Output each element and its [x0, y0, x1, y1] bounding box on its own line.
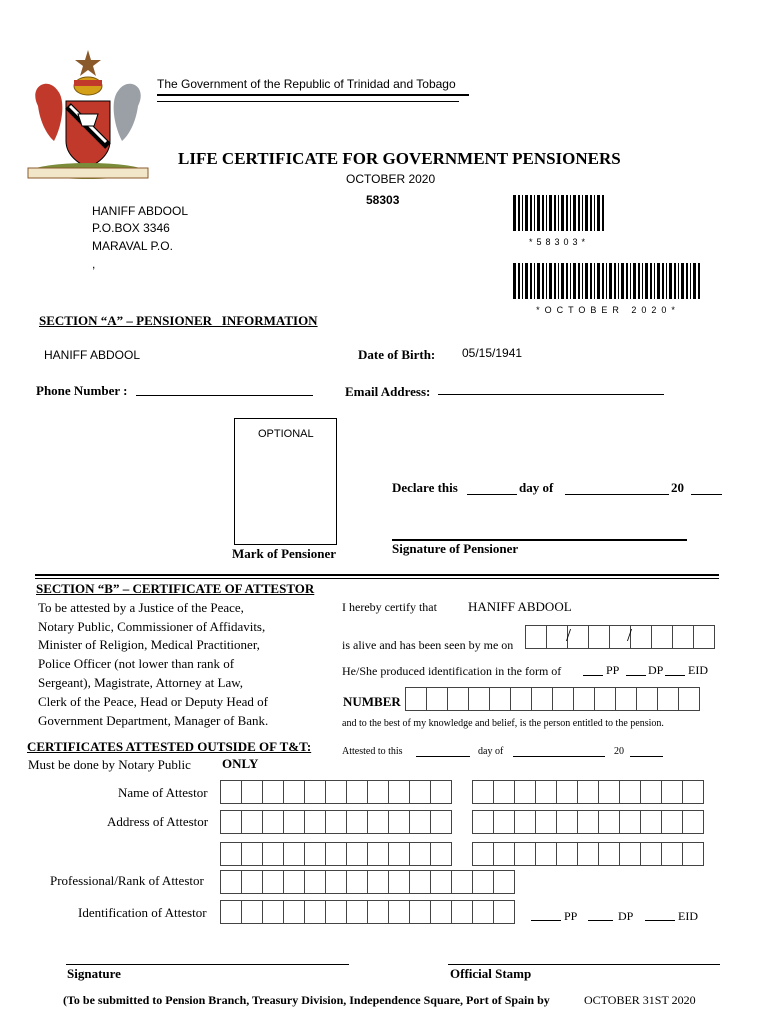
attested-year-prefix: 20 — [614, 746, 624, 757]
signature-field[interactable] — [66, 964, 349, 965]
address-name: HANIFF ABDOOL — [92, 204, 189, 218]
barcode-bar — [690, 263, 691, 299]
signature-label-footer: Signature — [67, 966, 121, 981]
government-name: The Government of the Republic of Trinidad and Tobago — [157, 77, 456, 91]
attested-day-of: day of — [478, 746, 504, 757]
alive-label: is alive and has been seen by me on — [342, 638, 514, 652]
barcode-bar — [525, 263, 528, 299]
section-divider-bottom — [35, 578, 719, 579]
barcode-bar — [542, 263, 544, 299]
barcode-bar — [561, 263, 564, 299]
email-label: Email Address: — [345, 384, 431, 399]
barcode-bar — [597, 263, 600, 299]
attested-month-field[interactable] — [513, 756, 605, 757]
barcode-period-text: *OCTOBER 2020* — [536, 305, 680, 315]
declare-label: Declare this — [392, 480, 458, 495]
section-b-heading: SECTION “B” – CERTIFICATE OF ATTESTOR — [36, 581, 315, 596]
barcode-bar — [530, 263, 532, 299]
section-divider-top — [35, 574, 719, 576]
barcode-bar — [585, 263, 588, 299]
address-attestor-label: Address of Attestor — [107, 814, 209, 829]
identification-attestor-label: Identification of Attestor — [78, 905, 207, 920]
barcode-bar — [534, 195, 535, 231]
barcode-bar — [654, 263, 655, 299]
declare-month-field[interactable] — [565, 494, 669, 495]
attestor-dp-field[interactable] — [588, 920, 613, 921]
submit-text: (To be submitted to Pension Branch, Treasury Division, Independence Square, Port of Spain by — [63, 993, 550, 1007]
phone-label: Phone Number : — [36, 383, 128, 398]
attest-line-2: Notary Public, Commissioner of Affidavits, — [38, 619, 266, 634]
barcode-bar — [578, 263, 580, 299]
barcode-bar — [642, 263, 643, 299]
dob-value: 05/15/1941 — [462, 346, 523, 360]
certify-name: HANIFF ABDOOL — [468, 599, 572, 614]
barcode-bar — [693, 263, 696, 299]
official-stamp-label: Official Stamp — [450, 966, 532, 981]
barcode-bar — [549, 263, 552, 299]
barcode-bar — [618, 263, 619, 299]
barcode-bar — [681, 263, 684, 299]
address-line-3: , — [92, 257, 96, 271]
barcode-number — [513, 195, 605, 247]
year-prefix: 20 — [671, 480, 684, 495]
identification-attestor-cells[interactable] — [220, 900, 514, 924]
identification-label: He/She produced identification in the form of — [342, 664, 562, 678]
barcode-bar — [522, 195, 523, 231]
professional-attestor-label: Professional/Rank of Attestor — [50, 873, 204, 888]
barcode-bar — [590, 263, 592, 299]
barcode-bar — [513, 195, 516, 231]
barcode-bar — [674, 263, 676, 299]
barcode-bar — [657, 263, 660, 299]
attest-line-7: Government Department, Manager of Bank. — [38, 713, 269, 728]
barcode-bar — [590, 195, 592, 231]
dob-label: Date of Birth: — [358, 347, 436, 362]
address-attestor-cells-2[interactable] — [472, 810, 703, 834]
official-stamp-field[interactable] — [448, 964, 720, 965]
barcode-bar — [518, 263, 520, 299]
barcode-bar — [537, 263, 540, 299]
barcode-bar — [530, 195, 532, 231]
address-line-1: P.O.BOX 3346 — [92, 221, 170, 235]
mark-label: Mark of Pensioner — [232, 546, 336, 561]
pp-label: PP — [606, 663, 620, 677]
barcode-bar — [554, 263, 556, 299]
dp-label: DP — [648, 663, 664, 677]
barcode-bar — [686, 263, 688, 299]
barcode-bar — [666, 263, 667, 299]
barcode-bar — [558, 195, 559, 231]
outside-heading: CERTIFICATES ATTESTED OUTSIDE OF T&T: — [27, 739, 312, 754]
barcode-bar — [662, 263, 664, 299]
barcode-bar — [537, 195, 540, 231]
barcode-bar — [585, 195, 588, 231]
barcode-bar — [594, 263, 595, 299]
barcode-bar — [597, 195, 600, 231]
professional-attestor-cells[interactable] — [220, 870, 514, 894]
barcode-bar — [554, 195, 556, 231]
name-attestor-cells-2[interactable] — [472, 780, 703, 804]
barcode-bar — [582, 195, 583, 231]
dp-field[interactable] — [626, 675, 646, 676]
barcode-bar — [606, 263, 607, 299]
pensioner-number: 58303 — [366, 193, 400, 207]
address-attestor-cells-4[interactable] — [472, 842, 703, 866]
barcode-bar — [513, 263, 516, 299]
declare-year-field[interactable] — [691, 494, 722, 495]
attest-line-6: Clerk of the Peace, Head or Deputy Head of — [38, 694, 268, 709]
id-number-cells[interactable] — [405, 687, 699, 711]
barcode-bar — [534, 263, 535, 299]
period-label: OCTOBER 2020 — [346, 172, 436, 186]
barcode-bar — [542, 195, 544, 231]
barcode-bar — [573, 263, 576, 299]
date-slash-1: / — [566, 625, 572, 645]
barcode-number-text: *58303* — [528, 237, 590, 247]
attestor-eid-field[interactable] — [645, 920, 675, 921]
attestor-eid-label: EID — [678, 909, 698, 923]
barcode-bar — [626, 263, 628, 299]
barcode-bar — [573, 195, 576, 231]
address-attestor-cells-3[interactable] — [220, 842, 451, 866]
day-of-label: day of — [519, 480, 554, 495]
number-label: NUMBER — [343, 694, 401, 709]
barcode-bar — [566, 195, 568, 231]
section-a-heading: SECTION “A” – PENSIONER INFORMATION — [39, 313, 318, 328]
deadline-text: OCTOBER 31ST 2020 — [584, 993, 696, 1007]
address-line-2: MARAVAL P.O. — [92, 239, 173, 253]
barcode-bar — [518, 195, 520, 231]
barcode-bar — [549, 195, 552, 231]
phone-field[interactable] — [136, 395, 313, 396]
barcode-bar — [522, 263, 523, 299]
belief-text: and to the best of my knowledge and belief, is the person entitled to the pension. — [342, 718, 664, 729]
only-text: ONLY — [222, 756, 259, 771]
name-attestor-cells-1[interactable] — [220, 780, 451, 804]
barcode-bar — [630, 263, 631, 299]
page-title: LIFE CERTIFICATE FOR GOVERNMENT PENSIONERS — [178, 149, 621, 168]
barcode-bar — [561, 195, 564, 231]
declare-day-field[interactable] — [467, 494, 517, 495]
attest-line-3: Minister of Religion, Medical Practitioner, — [38, 637, 260, 652]
barcode-bar — [698, 263, 700, 299]
attested-label: Attested to this — [342, 746, 403, 757]
barcode-bar — [609, 263, 612, 299]
barcode-bar — [645, 263, 648, 299]
barcode-bar — [582, 263, 583, 299]
barcode-bar — [602, 195, 604, 231]
barcode-bar — [638, 263, 640, 299]
barcode-bar — [570, 195, 571, 231]
date-slash-2: / — [627, 625, 633, 645]
eid-label: EID — [688, 663, 708, 677]
name-attestor-label: Name of Attestor — [118, 785, 208, 800]
attest-line-4: Police Officer (not lower than rank of — [38, 656, 235, 671]
attested-year-field[interactable] — [630, 756, 663, 757]
barcode-period — [513, 263, 703, 315]
notary-text: Must be done by Notary Public — [28, 757, 191, 772]
pensioner-name: HANIFF ABDOOL — [44, 348, 141, 362]
barcode-bar — [678, 263, 679, 299]
barcode-bar — [594, 195, 595, 231]
barcode-bar — [633, 263, 636, 299]
barcode-bar — [546, 195, 547, 231]
barcode-bar — [566, 263, 568, 299]
barcode-bar — [570, 263, 571, 299]
barcode-bar — [614, 263, 616, 299]
address-attestor-cells-1[interactable] — [220, 810, 451, 834]
barcode-bar — [525, 195, 528, 231]
attest-line-1: To be attested by a Justice of the Peace, — [38, 600, 244, 615]
barcode-bar — [546, 263, 547, 299]
header-rule-2 — [157, 101, 459, 102]
signature-label: Signature of Pensioner — [392, 541, 519, 556]
barcode-bar — [558, 263, 559, 299]
barcode-bar — [621, 263, 624, 299]
barcode-bar — [650, 263, 652, 299]
email-field[interactable] — [438, 394, 664, 395]
attestor-dp-label: DP — [618, 909, 634, 923]
header-rule-1 — [157, 94, 469, 96]
optional-label: OPTIONAL — [258, 428, 314, 440]
attestor-pp-label: PP — [564, 909, 578, 923]
barcode-bar — [602, 263, 604, 299]
certify-label: I hereby certify that — [342, 600, 437, 614]
barcode-bar — [669, 263, 672, 299]
eid-field[interactable] — [665, 675, 685, 676]
attest-line-5: Sergeant), Magistrate, Attorney at Law, — [38, 675, 244, 690]
seen-date-cells[interactable] — [525, 625, 714, 649]
attestor-pp-field[interactable] — [531, 920, 561, 921]
attested-day-field[interactable] — [416, 756, 470, 757]
barcode-bar — [578, 195, 580, 231]
coat-of-arms-logo — [18, 46, 158, 182]
pp-field[interactable] — [583, 675, 603, 676]
